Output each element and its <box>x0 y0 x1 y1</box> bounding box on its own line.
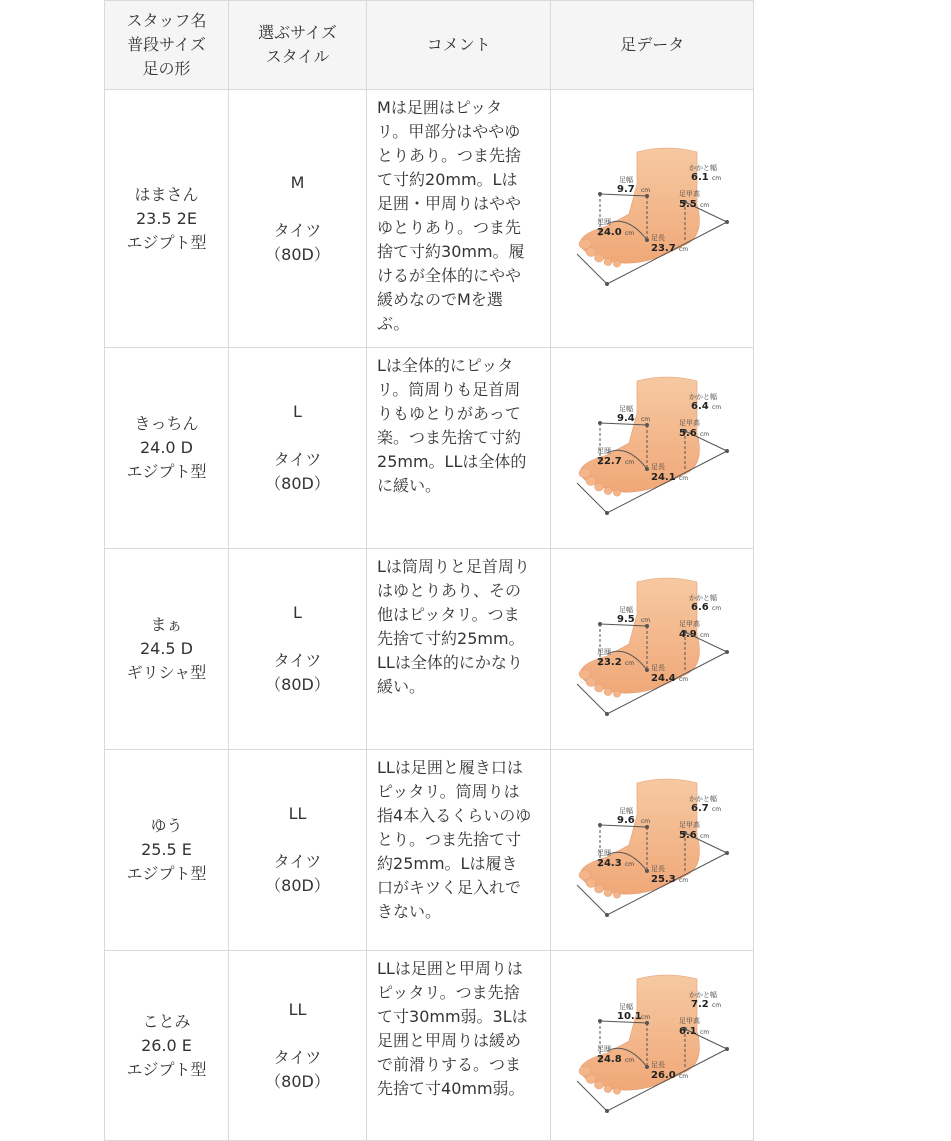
comment-line: ピッタリ。つま先捨 <box>377 983 520 1002</box>
usual-size: 26.0 E <box>141 1035 192 1055</box>
value-girth: 24.8 <box>597 1053 622 1065</box>
header-comment: コメント <box>367 1 551 90</box>
comment-line: て寸約20mm。Lは <box>377 170 518 189</box>
value-heel: 6.7 <box>691 803 709 814</box>
foot-shape: エジプト型 <box>126 232 207 252</box>
value-width: 10.1 <box>617 1010 642 1022</box>
usual-size: 25.5 E <box>141 840 192 859</box>
value-instep: 6.1 <box>679 1025 697 1037</box>
unit-width: cm <box>641 1013 651 1021</box>
comment-line: に緩い。 <box>377 476 442 495</box>
header-size <box>228 1 366 90</box>
value-width: 9.5 <box>617 614 635 625</box>
comment-line: 約25mm。Lは履き <box>377 854 518 873</box>
staff-size-table <box>104 0 754 1141</box>
label-girth: 足囲 <box>597 648 612 656</box>
foot-diagram <box>567 373 737 523</box>
chosen-size: L <box>293 603 302 622</box>
foot-shape: エジプト型 <box>126 462 207 481</box>
comment-line: きない。 <box>377 902 442 921</box>
value-girth: 23.2 <box>597 657 622 668</box>
foot-diagram <box>567 574 737 724</box>
value-heel: 6.4 <box>691 401 709 412</box>
header-staff <box>105 1 229 90</box>
foot-shape: エジプト型 <box>126 864 207 883</box>
unit-length: cm <box>679 877 689 884</box>
comment-cell <box>367 549 551 750</box>
style-denier: （80D） <box>265 474 330 493</box>
table-row <box>105 348 754 549</box>
style-name: タイツ <box>273 1047 322 1067</box>
value-heel: 6.6 <box>691 602 709 613</box>
staff-name: はまさん <box>134 184 199 204</box>
value-heel: 7.2 <box>691 998 709 1010</box>
unit-heel: cm <box>712 404 722 411</box>
style-denier: （80D） <box>265 1071 330 1091</box>
size-cell <box>228 90 366 348</box>
staff-cell <box>105 750 229 951</box>
comment-line: ゆとりあり。つま先 <box>377 218 522 237</box>
header-staff-line: 普段サイズ <box>127 35 206 54</box>
table-row <box>105 750 754 951</box>
comment-line: ぶ。 <box>377 314 410 333</box>
label-instep: 足甲高 <box>679 620 701 628</box>
value-girth: 24.3 <box>597 858 622 869</box>
table-header-row <box>105 1 754 90</box>
comment-line: ピッタリ。筒周りは <box>377 782 520 801</box>
unit-girth: cm <box>625 660 635 667</box>
comment-line: けるが全体的にやや <box>377 266 522 285</box>
header-staff-line: 足の形 <box>142 59 191 78</box>
label-heel: かかと幅 <box>689 594 718 602</box>
value-length: 25.3 <box>651 874 676 885</box>
value-instep: 4.9 <box>679 629 697 640</box>
usual-size: 24.0 D <box>139 438 193 457</box>
value-length: 23.7 <box>651 242 676 254</box>
comment-line: とりあり。つま先捨 <box>377 146 522 165</box>
value-girth: 24.0 <box>597 226 622 238</box>
comment-cell <box>367 348 551 549</box>
unit-instep: cm <box>700 632 710 639</box>
comment-line: 先捨て寸40mm弱。 <box>377 1079 525 1098</box>
label-instep: 足甲高 <box>679 821 701 829</box>
unit-length: cm <box>679 245 689 253</box>
unit-instep: cm <box>700 1028 710 1036</box>
comment-line: Mは足囲はピッタ <box>377 98 503 117</box>
style-name: タイツ <box>273 852 322 871</box>
comment-cell <box>367 750 551 951</box>
chosen-size: M <box>290 172 305 192</box>
table-row <box>105 549 754 750</box>
label-length: 足長 <box>651 1060 666 1069</box>
chosen-size: L <box>293 402 302 421</box>
value-length: 26.0 <box>651 1069 676 1081</box>
value-width: 9.6 <box>617 815 635 826</box>
size-cell <box>228 549 366 750</box>
comment-line: て寸30mm弱。3Lは <box>377 1007 528 1026</box>
size-cell <box>228 951 366 1141</box>
foot-data-cell <box>551 951 754 1141</box>
table-row <box>105 90 754 348</box>
style-denier: （80D） <box>265 675 330 694</box>
unit-girth: cm <box>625 861 635 868</box>
label-length: 足長 <box>651 233 666 242</box>
comment-line: 先捨て寸約25mm。 <box>377 629 525 648</box>
staff-name: まぁ <box>150 615 183 634</box>
comment-line: リ。筒周りも足首周 <box>377 380 521 399</box>
label-width: 足幅 <box>619 606 634 614</box>
comment-line: りもゆとりがあって <box>377 404 521 423</box>
unit-heel: cm <box>712 174 722 182</box>
comment-line: 口がキツく足入れで <box>377 878 522 897</box>
unit-instep: cm <box>700 201 710 209</box>
style-denier: （80D） <box>265 244 330 264</box>
comment-line: 緩い。 <box>377 677 426 696</box>
comment-cell <box>367 951 551 1141</box>
unit-girth: cm <box>625 229 635 237</box>
unit-length: cm <box>679 1072 689 1080</box>
unit-girth: cm <box>625 459 635 466</box>
unit-girth: cm <box>625 1056 635 1064</box>
label-heel: かかと幅 <box>689 795 718 803</box>
comment-line: Lは筒周りと足首周り <box>377 557 530 576</box>
header-size-line: スタイル <box>265 47 330 66</box>
foot-diagram <box>567 775 737 925</box>
label-heel: かかと幅 <box>689 393 718 401</box>
unit-length: cm <box>679 676 689 683</box>
comment-line: 足囲・甲周りはやや <box>377 194 522 213</box>
value-length: 24.4 <box>651 673 676 684</box>
comment-line: 25mm。LLは全体的 <box>377 452 527 471</box>
value-instep: 5.6 <box>679 428 697 439</box>
unit-heel: cm <box>712 806 722 813</box>
label-heel: かかと幅 <box>689 163 718 172</box>
comment-line: リ。甲部分はややゆ <box>377 122 521 141</box>
comment-line: 緩めなのでMを選 <box>377 290 503 309</box>
comment-line: Lは全体的にピッタ <box>377 356 514 375</box>
label-girth: 足囲 <box>597 217 612 226</box>
label-girth: 足囲 <box>597 849 612 857</box>
comment-line: LLは足囲と甲周りは <box>377 959 523 978</box>
comment-line: 指4本入るくらいのゆ <box>377 806 532 825</box>
value-instep: 5.6 <box>679 830 697 841</box>
staff-cell <box>105 951 229 1141</box>
unit-width: cm <box>641 186 651 194</box>
comment-line: 足囲と甲周りは緩め <box>377 1031 522 1050</box>
size-cell <box>228 750 366 951</box>
label-width: 足幅 <box>619 1002 634 1011</box>
staff-cell <box>105 549 229 750</box>
staff-name: ことみ <box>142 1011 191 1031</box>
label-girth: 足囲 <box>597 1044 612 1053</box>
unit-width: cm <box>641 617 651 624</box>
value-length: 24.1 <box>651 472 676 483</box>
usual-size: 23.5 2E <box>135 208 197 228</box>
value-instep: 5.5 <box>679 198 697 210</box>
value-girth: 22.7 <box>597 456 622 467</box>
foot-shape: エジプト型 <box>126 1059 207 1079</box>
style-denier: （80D） <box>265 876 330 895</box>
foot-data-cell <box>551 348 754 549</box>
header-size-line: 選ぶサイズ <box>258 23 337 42</box>
label-heel: かかと幅 <box>689 990 718 999</box>
foot-shape: ギリシャ型 <box>126 663 207 682</box>
unit-length: cm <box>679 475 689 482</box>
chosen-size: LL <box>288 999 307 1019</box>
label-length: 足長 <box>651 865 666 873</box>
unit-instep: cm <box>700 833 710 840</box>
usual-size: 24.5 D <box>139 639 193 658</box>
table-row <box>105 951 754 1141</box>
unit-width: cm <box>641 416 651 423</box>
style-name: タイツ <box>273 450 322 469</box>
unit-instep: cm <box>700 431 710 438</box>
label-width: 足幅 <box>619 405 634 413</box>
comment-line: はゆとりあり、その <box>377 581 522 600</box>
foot-diagram <box>567 971 737 1121</box>
value-heel: 6.1 <box>691 171 709 183</box>
label-girth: 足囲 <box>597 447 612 455</box>
chosen-size: LL <box>288 804 307 823</box>
style-name: タイツ <box>273 220 322 240</box>
label-instep: 足甲高 <box>679 189 701 198</box>
comment-line: で前滑りする。つま <box>377 1055 522 1074</box>
value-width: 9.4 <box>617 413 635 424</box>
unit-heel: cm <box>712 605 722 612</box>
staff-name: ゆう <box>150 816 183 835</box>
label-length: 足長 <box>651 463 666 471</box>
comment-line: とり。つま先捨て寸 <box>377 830 522 849</box>
header-staff-line: スタッフ名 <box>126 11 207 30</box>
foot-data-cell <box>551 90 754 348</box>
unit-width: cm <box>641 818 651 825</box>
comment-line: 他はピッタリ。つま <box>377 605 520 624</box>
size-cell <box>228 348 366 549</box>
foot-data-cell <box>551 750 754 951</box>
staff-cell <box>105 90 229 348</box>
comment-line: LLは全体的にかなり <box>377 653 523 672</box>
style-name: タイツ <box>273 651 322 670</box>
label-length: 足長 <box>651 664 666 672</box>
header-foot-data: 足データ <box>551 1 754 90</box>
label-width: 足幅 <box>619 807 634 815</box>
label-width: 足幅 <box>619 175 634 184</box>
comment-line: 捨て寸約30mm。履 <box>377 242 525 261</box>
label-instep: 足甲高 <box>679 419 701 427</box>
staff-name: きっちん <box>134 414 199 433</box>
comment-line: LLは足囲と履き口は <box>377 758 523 777</box>
staff-cell <box>105 348 229 549</box>
foot-data-cell <box>551 549 754 750</box>
label-instep: 足甲高 <box>679 1016 701 1025</box>
foot-diagram <box>567 144 737 294</box>
unit-heel: cm <box>712 1001 722 1009</box>
comment-cell <box>367 90 551 348</box>
value-width: 9.7 <box>617 183 635 195</box>
comment-line: 楽。つま先捨て寸約 <box>377 428 522 447</box>
